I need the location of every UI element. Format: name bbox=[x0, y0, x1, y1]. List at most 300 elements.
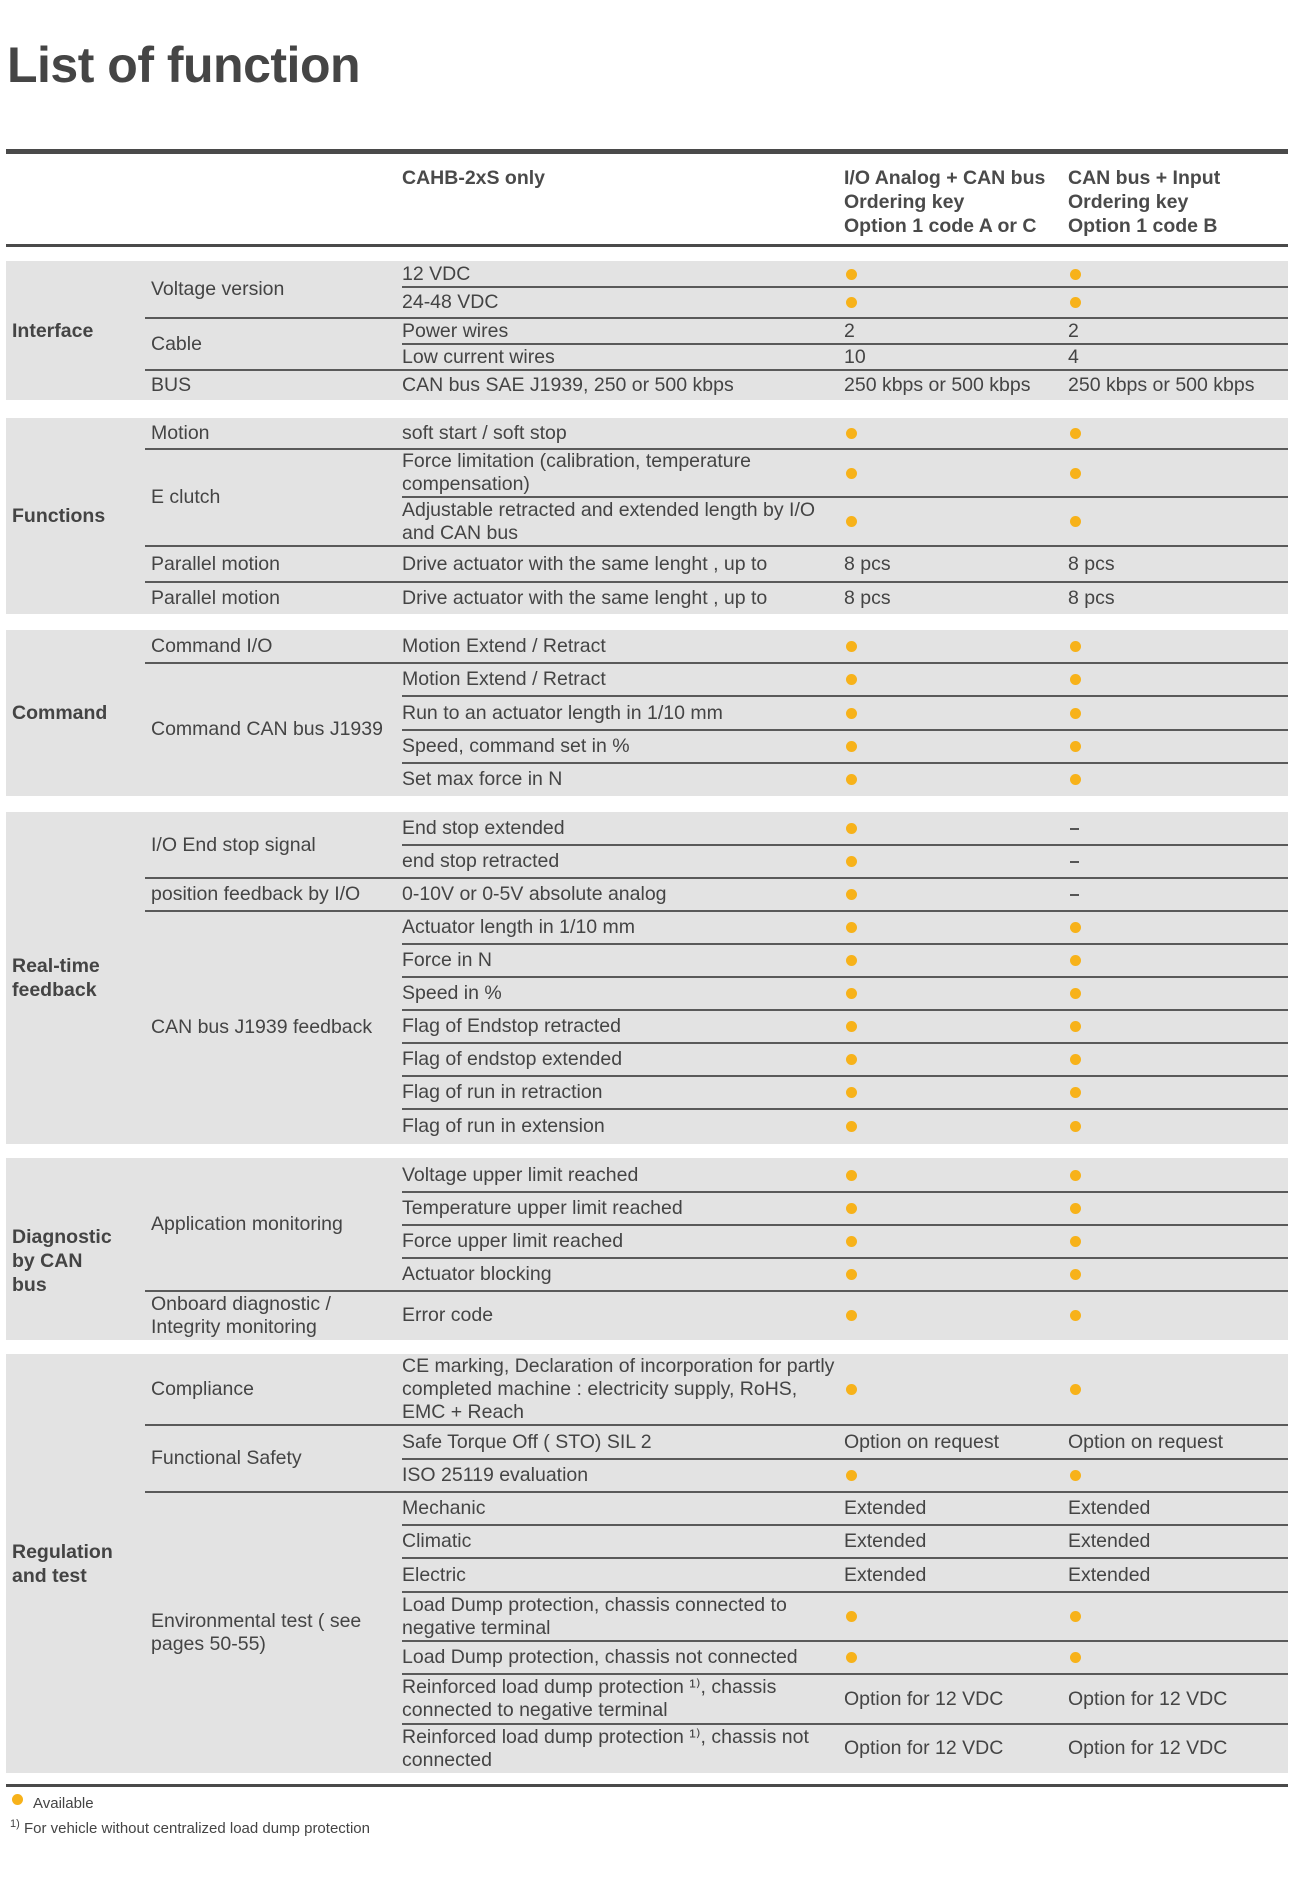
table-row bbox=[402, 1192, 1288, 1225]
available-dot-icon bbox=[846, 1087, 857, 1098]
feature-text: CE marking, Declaration of incorporation for partly completed machine : electricity supply, RoHS, EMC + Reach bbox=[402, 1355, 835, 1423]
legend bbox=[12, 1795, 94, 1812]
feature-text: Motion Extend / Retract bbox=[402, 668, 606, 690]
available-dot-icon bbox=[1070, 641, 1081, 652]
feature-text: Load Dump protection, chassis not connected bbox=[402, 1646, 798, 1668]
available-dot-icon bbox=[1070, 988, 1081, 999]
group-label bbox=[151, 1158, 401, 1291]
io-analog-can-cell bbox=[844, 763, 1064, 796]
feature-cell bbox=[402, 1010, 842, 1043]
table-row bbox=[402, 630, 1288, 663]
available-dot-icon bbox=[1070, 741, 1081, 752]
bottom-rule bbox=[6, 1784, 1288, 1787]
available-dot-icon bbox=[846, 1269, 857, 1280]
io-analog-can-cell bbox=[844, 1010, 1064, 1043]
io-analog-can-cell bbox=[844, 449, 1064, 497]
io-analog-can-cell bbox=[844, 546, 1064, 582]
table-row bbox=[402, 449, 1288, 497]
cell-text: Extended bbox=[1068, 1497, 1151, 1519]
feature-cell bbox=[402, 1425, 842, 1459]
page-title: List of function bbox=[7, 37, 361, 93]
group-label bbox=[151, 911, 401, 1144]
table-row bbox=[402, 1158, 1288, 1192]
group-label bbox=[151, 630, 401, 663]
feature-text: 12 VDC bbox=[402, 262, 471, 285]
group-label bbox=[151, 582, 401, 614]
feature-cell bbox=[402, 418, 842, 449]
can-input-cell bbox=[1068, 1592, 1288, 1641]
feature-text: Flag of endstop extended bbox=[402, 1048, 623, 1070]
category-label: Functions bbox=[12, 505, 106, 527]
io-analog-can-cell bbox=[844, 730, 1064, 763]
section-regulation-and-test bbox=[6, 1354, 1288, 1773]
feature-cell bbox=[402, 1158, 842, 1192]
feature-text: Speed in % bbox=[402, 982, 502, 1004]
io-analog-can-cell bbox=[844, 1109, 1064, 1144]
feature-text: Force limitation (calibration, temperature compensation) bbox=[402, 450, 751, 495]
group-label-text: Command I/O bbox=[151, 635, 273, 657]
table-row bbox=[402, 1109, 1288, 1144]
not-available-dash-icon bbox=[1070, 828, 1079, 830]
feature-text: Voltage upper limit reached bbox=[402, 1163, 639, 1186]
feature-text: Mechanic bbox=[402, 1497, 486, 1519]
feature-cell bbox=[402, 582, 842, 614]
can-input-cell bbox=[1068, 1076, 1288, 1109]
top-rule bbox=[6, 149, 1288, 154]
table-row bbox=[402, 1558, 1288, 1592]
can-input-cell bbox=[1068, 318, 1288, 344]
feature-text: Motion Extend / Retract bbox=[402, 635, 606, 657]
feature-cell bbox=[402, 630, 842, 663]
group-label-text: Motion bbox=[151, 422, 210, 444]
footnote bbox=[10, 1820, 370, 1837]
feature-text: Electric bbox=[402, 1563, 466, 1586]
available-dot-icon bbox=[1070, 922, 1081, 933]
group-label-text: Cable bbox=[151, 332, 202, 355]
io-analog-can-cell bbox=[844, 344, 1064, 370]
available-dot-icon bbox=[846, 988, 857, 999]
io-analog-can-cell bbox=[844, 1225, 1064, 1258]
section-diagnostic-by-can-bus bbox=[6, 1158, 1288, 1340]
io-analog-can-cell bbox=[844, 1043, 1064, 1076]
group-label bbox=[151, 1425, 401, 1492]
feature-cell bbox=[402, 1109, 842, 1144]
cell-text: 250 kbps or 500 kbps bbox=[1068, 373, 1255, 396]
cell-text: Option for 12 VDC bbox=[844, 1737, 1004, 1759]
header-line: I/O Analog + CAN bus bbox=[844, 167, 1046, 189]
can-input-cell bbox=[1068, 630, 1288, 663]
available-dot-icon bbox=[846, 516, 857, 527]
table-row bbox=[402, 1459, 1288, 1492]
cell-text: 8 pcs bbox=[844, 552, 891, 575]
io-analog-can-cell bbox=[844, 1674, 1064, 1724]
cell-text: 8 pcs bbox=[1068, 586, 1115, 609]
feature-text: Force upper limit reached bbox=[402, 1230, 624, 1252]
io-analog-can-cell bbox=[844, 977, 1064, 1010]
table-row bbox=[402, 1354, 1288, 1425]
io-analog-can-cell bbox=[844, 663, 1064, 696]
can-input-cell bbox=[1068, 1192, 1288, 1225]
table-row bbox=[402, 977, 1288, 1010]
header-can-input bbox=[1068, 166, 1220, 238]
can-input-cell bbox=[1068, 1354, 1288, 1425]
table-row bbox=[402, 696, 1288, 730]
can-input-cell bbox=[1068, 1010, 1288, 1043]
can-input-cell bbox=[1068, 344, 1288, 370]
group-label bbox=[151, 1354, 401, 1425]
available-dot-icon bbox=[846, 823, 857, 834]
available-dot-icon bbox=[846, 889, 857, 900]
feature-cell bbox=[402, 812, 842, 845]
cell-text: Extended bbox=[844, 1530, 927, 1552]
table-row bbox=[402, 370, 1288, 400]
table-row bbox=[402, 344, 1288, 370]
group-label-text: Parallel motion bbox=[151, 586, 280, 609]
table-row bbox=[402, 1592, 1288, 1641]
feature-cell bbox=[402, 730, 842, 763]
not-available-dash-icon bbox=[1070, 894, 1079, 896]
feature-text: Actuator blocking bbox=[402, 1263, 552, 1285]
io-analog-can-cell bbox=[844, 1558, 1064, 1592]
feature-text: end stop retracted bbox=[402, 850, 560, 872]
group-label-text: Environmental test ( see pages 50-55) bbox=[151, 1609, 362, 1655]
table-row bbox=[402, 287, 1288, 318]
group-label-text: CAN bus J1939 feedback bbox=[151, 1016, 373, 1038]
available-dot-icon bbox=[846, 1236, 857, 1247]
feature-cell bbox=[402, 497, 842, 546]
io-analog-can-cell bbox=[844, 630, 1064, 663]
cell-text: 8 pcs bbox=[1068, 552, 1115, 575]
legend-label: Available bbox=[33, 1795, 94, 1812]
io-analog-can-cell bbox=[844, 497, 1064, 546]
section-functions bbox=[6, 418, 1288, 614]
available-dot-icon bbox=[1070, 708, 1081, 719]
can-input-cell bbox=[1068, 878, 1288, 911]
feature-cell bbox=[402, 944, 842, 977]
feature-cell bbox=[402, 1674, 842, 1724]
group-label bbox=[151, 370, 401, 400]
io-analog-can-cell bbox=[844, 911, 1064, 944]
available-dot-icon bbox=[846, 856, 857, 867]
available-dot-icon bbox=[12, 1794, 23, 1805]
cell-text: Extended bbox=[844, 1563, 927, 1586]
cell-text: Extended bbox=[844, 1497, 927, 1519]
can-input-cell bbox=[1068, 449, 1288, 497]
feature-text: ISO 25119 evaluation bbox=[402, 1464, 589, 1486]
feature-text: Drive actuator with the same lenght , up to bbox=[402, 586, 768, 609]
available-dot-icon bbox=[846, 468, 857, 479]
can-input-cell bbox=[1068, 1525, 1288, 1558]
available-dot-icon bbox=[1070, 1021, 1081, 1032]
io-analog-can-cell bbox=[844, 1354, 1064, 1425]
feature-cell bbox=[402, 1724, 842, 1773]
feature-cell bbox=[402, 1192, 842, 1225]
group-label-text: Functional Safety bbox=[151, 1447, 302, 1469]
io-analog-can-cell bbox=[844, 1291, 1064, 1340]
group-label bbox=[151, 878, 371, 911]
can-input-cell bbox=[1068, 582, 1288, 614]
can-input-cell bbox=[1068, 370, 1288, 400]
can-input-cell bbox=[1068, 663, 1288, 696]
available-dot-icon bbox=[846, 1652, 857, 1663]
io-analog-can-cell bbox=[844, 370, 1064, 400]
feature-text: End stop extended bbox=[402, 817, 565, 839]
available-dot-icon bbox=[1070, 1054, 1081, 1065]
available-dot-icon bbox=[846, 741, 857, 752]
feature-cell bbox=[402, 449, 842, 497]
table-row bbox=[402, 911, 1288, 944]
feature-cell bbox=[402, 1592, 842, 1641]
feature-text: Error code bbox=[402, 1304, 494, 1326]
group-label-text: BUS bbox=[151, 373, 192, 396]
cell-text: Option on request bbox=[1068, 1430, 1224, 1453]
feature-cell bbox=[402, 696, 842, 730]
table-row bbox=[402, 763, 1288, 796]
section-interface bbox=[6, 261, 1288, 400]
io-analog-can-cell bbox=[844, 845, 1064, 878]
section-real-time-feedback bbox=[6, 812, 1288, 1144]
feature-text: Reinforced load dump protection ¹⁾, chassis connected to negative terminal bbox=[402, 1676, 777, 1721]
group-label-text: Compliance bbox=[151, 1378, 254, 1400]
footnote-marker: 1) bbox=[10, 1818, 20, 1830]
available-dot-icon bbox=[1070, 955, 1081, 966]
io-analog-can-cell bbox=[844, 944, 1064, 977]
table-row bbox=[402, 1258, 1288, 1291]
cell-text: Extended bbox=[1068, 1563, 1151, 1586]
available-dot-icon bbox=[846, 269, 857, 280]
category-label: Regulation and test bbox=[12, 1540, 113, 1587]
group-label bbox=[151, 1291, 371, 1340]
available-dot-icon bbox=[1070, 774, 1081, 785]
available-dot-icon bbox=[846, 1611, 857, 1622]
table-row bbox=[402, 944, 1288, 977]
available-dot-icon bbox=[846, 1121, 857, 1132]
available-dot-icon bbox=[846, 1170, 857, 1181]
available-dot-icon bbox=[846, 922, 857, 933]
can-input-cell bbox=[1068, 812, 1288, 845]
io-analog-can-cell bbox=[844, 582, 1064, 614]
io-analog-can-cell bbox=[844, 1492, 1064, 1525]
group-label-text: Application monitoring bbox=[151, 1213, 343, 1235]
available-dot-icon bbox=[1070, 1170, 1081, 1181]
feature-cell bbox=[402, 878, 842, 911]
group-label bbox=[151, 261, 401, 318]
table-row bbox=[402, 1010, 1288, 1043]
table-row bbox=[402, 878, 1288, 911]
table-row bbox=[402, 261, 1288, 287]
io-analog-can-cell bbox=[844, 1592, 1064, 1641]
feature-cell bbox=[402, 261, 842, 287]
feature-text: Power wires bbox=[402, 319, 509, 342]
io-analog-can-cell bbox=[844, 261, 1064, 287]
available-dot-icon bbox=[1070, 269, 1081, 280]
available-dot-icon bbox=[846, 955, 857, 966]
table-row bbox=[402, 1525, 1288, 1558]
group-label bbox=[151, 318, 401, 370]
can-input-cell bbox=[1068, 1425, 1288, 1459]
cell-text: 8 pcs bbox=[844, 586, 891, 609]
feature-cell bbox=[402, 1291, 842, 1340]
can-input-cell bbox=[1068, 1724, 1288, 1773]
feature-text: Flag of Endstop retracted bbox=[402, 1015, 621, 1037]
can-input-cell bbox=[1068, 418, 1288, 449]
can-input-cell bbox=[1068, 1158, 1288, 1192]
feature-cell bbox=[402, 1354, 842, 1425]
table-row bbox=[402, 582, 1288, 614]
available-dot-icon bbox=[1070, 1269, 1081, 1280]
can-input-cell bbox=[1068, 1492, 1288, 1525]
feature-text: Flag of run in extension bbox=[402, 1115, 605, 1137]
group-label-text: position feedback by I/O bbox=[151, 883, 361, 905]
feature-text: Reinforced load dump protection ¹⁾, chassis not connected bbox=[402, 1725, 809, 1771]
can-input-cell bbox=[1068, 1291, 1288, 1340]
can-input-cell bbox=[1068, 287, 1288, 318]
group-label bbox=[151, 812, 401, 878]
feature-cell bbox=[402, 763, 842, 796]
feature-text: soft start / soft stop bbox=[402, 422, 567, 444]
can-input-cell bbox=[1068, 546, 1288, 582]
feature-cell bbox=[402, 1043, 842, 1076]
can-input-cell bbox=[1068, 763, 1288, 796]
cell-text: Option on request bbox=[844, 1430, 1000, 1453]
feature-text: Safe Torque Off ( STO) SIL 2 bbox=[402, 1430, 652, 1453]
feature-text: CAN bus SAE J1939, 250 or 500 kbps bbox=[402, 373, 734, 396]
table-row bbox=[402, 546, 1288, 582]
feature-cell bbox=[402, 1558, 842, 1592]
available-dot-icon bbox=[846, 708, 857, 719]
io-analog-can-cell bbox=[844, 1076, 1064, 1109]
available-dot-icon bbox=[846, 1310, 857, 1321]
header-line: Option 1 code A or C bbox=[844, 215, 1037, 237]
can-input-cell bbox=[1068, 1109, 1288, 1144]
feature-cell bbox=[402, 546, 842, 582]
available-dot-icon bbox=[1070, 1310, 1081, 1321]
group-label bbox=[151, 546, 401, 582]
available-dot-icon bbox=[1070, 1121, 1081, 1132]
category-label: Command bbox=[12, 702, 108, 724]
can-input-cell bbox=[1068, 1258, 1288, 1291]
table-row bbox=[402, 318, 1288, 344]
can-input-cell bbox=[1068, 1043, 1288, 1076]
io-analog-can-cell bbox=[844, 1459, 1064, 1492]
feature-text: Temperature upper limit reached bbox=[402, 1197, 683, 1219]
cell-text: 10 bbox=[844, 345, 866, 368]
table-row bbox=[402, 1076, 1288, 1109]
cell-text: Option for 12 VDC bbox=[844, 1687, 1004, 1710]
feature-cell bbox=[402, 370, 842, 400]
group-label-text: Onboard diagnostic / Integrity monitoring bbox=[151, 1292, 331, 1338]
io-analog-can-cell bbox=[844, 1425, 1064, 1459]
io-analog-can-cell bbox=[844, 1158, 1064, 1192]
can-input-cell bbox=[1068, 730, 1288, 763]
table-row bbox=[402, 663, 1288, 696]
group-label bbox=[151, 449, 401, 546]
header-line: Option 1 code B bbox=[1068, 215, 1218, 237]
section-command bbox=[6, 630, 1288, 796]
can-input-cell bbox=[1068, 845, 1288, 878]
available-dot-icon bbox=[846, 428, 857, 439]
feature-cell bbox=[402, 344, 842, 370]
table-row bbox=[402, 1225, 1288, 1258]
table-row bbox=[402, 1291, 1288, 1340]
table-row bbox=[402, 1425, 1288, 1459]
can-input-cell bbox=[1068, 1459, 1288, 1492]
group-label bbox=[151, 1492, 371, 1773]
group-label-text: Command CAN bus J1939 bbox=[151, 718, 383, 740]
can-input-cell bbox=[1068, 1558, 1288, 1592]
table-row bbox=[402, 497, 1288, 546]
not-available-dash-icon bbox=[1070, 861, 1079, 863]
table-row bbox=[402, 1492, 1288, 1525]
footnote-text: For vehicle without centralized load dump protection bbox=[23, 1820, 370, 1837]
feature-cell bbox=[402, 1459, 842, 1492]
group-label-text: E clutch bbox=[151, 486, 221, 508]
feature-text: Flag of run in retraction bbox=[402, 1081, 603, 1103]
table-row bbox=[402, 812, 1288, 845]
io-analog-can-cell bbox=[844, 318, 1064, 344]
category-label: Real-time feedback bbox=[12, 955, 100, 1001]
available-dot-icon bbox=[1070, 1384, 1081, 1395]
feature-cell bbox=[402, 663, 842, 696]
can-input-cell bbox=[1068, 696, 1288, 730]
available-dot-icon bbox=[846, 1384, 857, 1395]
can-input-cell bbox=[1068, 977, 1288, 1010]
header-io-analog-can bbox=[844, 166, 1045, 238]
available-dot-icon bbox=[846, 1203, 857, 1214]
cell-text: 2 bbox=[1068, 319, 1079, 342]
available-dot-icon bbox=[846, 674, 857, 685]
feature-cell bbox=[402, 318, 842, 344]
can-input-cell bbox=[1068, 1641, 1288, 1674]
available-dot-icon bbox=[1070, 1652, 1081, 1663]
feature-cell bbox=[402, 1258, 842, 1291]
available-dot-icon bbox=[1070, 516, 1081, 527]
cell-text: 4 bbox=[1068, 345, 1079, 368]
io-analog-can-cell bbox=[844, 1641, 1064, 1674]
can-input-cell bbox=[1068, 497, 1288, 546]
feature-cell bbox=[402, 1525, 842, 1558]
feature-cell bbox=[402, 845, 842, 878]
feature-cell bbox=[402, 1225, 842, 1258]
table-row bbox=[402, 418, 1288, 449]
cell-text: Option for 12 VDC bbox=[1068, 1737, 1228, 1759]
can-input-cell bbox=[1068, 944, 1288, 977]
available-dot-icon bbox=[846, 1021, 857, 1032]
header-line: Ordering key bbox=[844, 191, 965, 213]
io-analog-can-cell bbox=[844, 812, 1064, 845]
io-analog-can-cell bbox=[844, 1525, 1064, 1558]
io-analog-can-cell bbox=[844, 878, 1064, 911]
available-dot-icon bbox=[846, 297, 857, 308]
feature-cell bbox=[402, 1492, 842, 1525]
feature-text: Run to an actuator length in 1/10 mm bbox=[402, 701, 723, 724]
header-rule bbox=[6, 244, 1288, 247]
cell-text: Extended bbox=[1068, 1530, 1151, 1552]
available-dot-icon bbox=[846, 1470, 857, 1481]
can-input-cell bbox=[1068, 1674, 1288, 1724]
table-row bbox=[402, 1641, 1288, 1674]
feature-text: Drive actuator with the same lenght , up to bbox=[402, 552, 768, 575]
available-dot-icon bbox=[1070, 1236, 1081, 1247]
io-analog-can-cell bbox=[844, 696, 1064, 730]
available-dot-icon bbox=[846, 774, 857, 785]
feature-text: Set max force in N bbox=[402, 768, 563, 790]
group-label bbox=[151, 663, 401, 796]
io-analog-can-cell bbox=[844, 1258, 1064, 1291]
io-analog-can-cell bbox=[844, 418, 1064, 449]
available-dot-icon bbox=[846, 641, 857, 652]
table-row bbox=[402, 730, 1288, 763]
